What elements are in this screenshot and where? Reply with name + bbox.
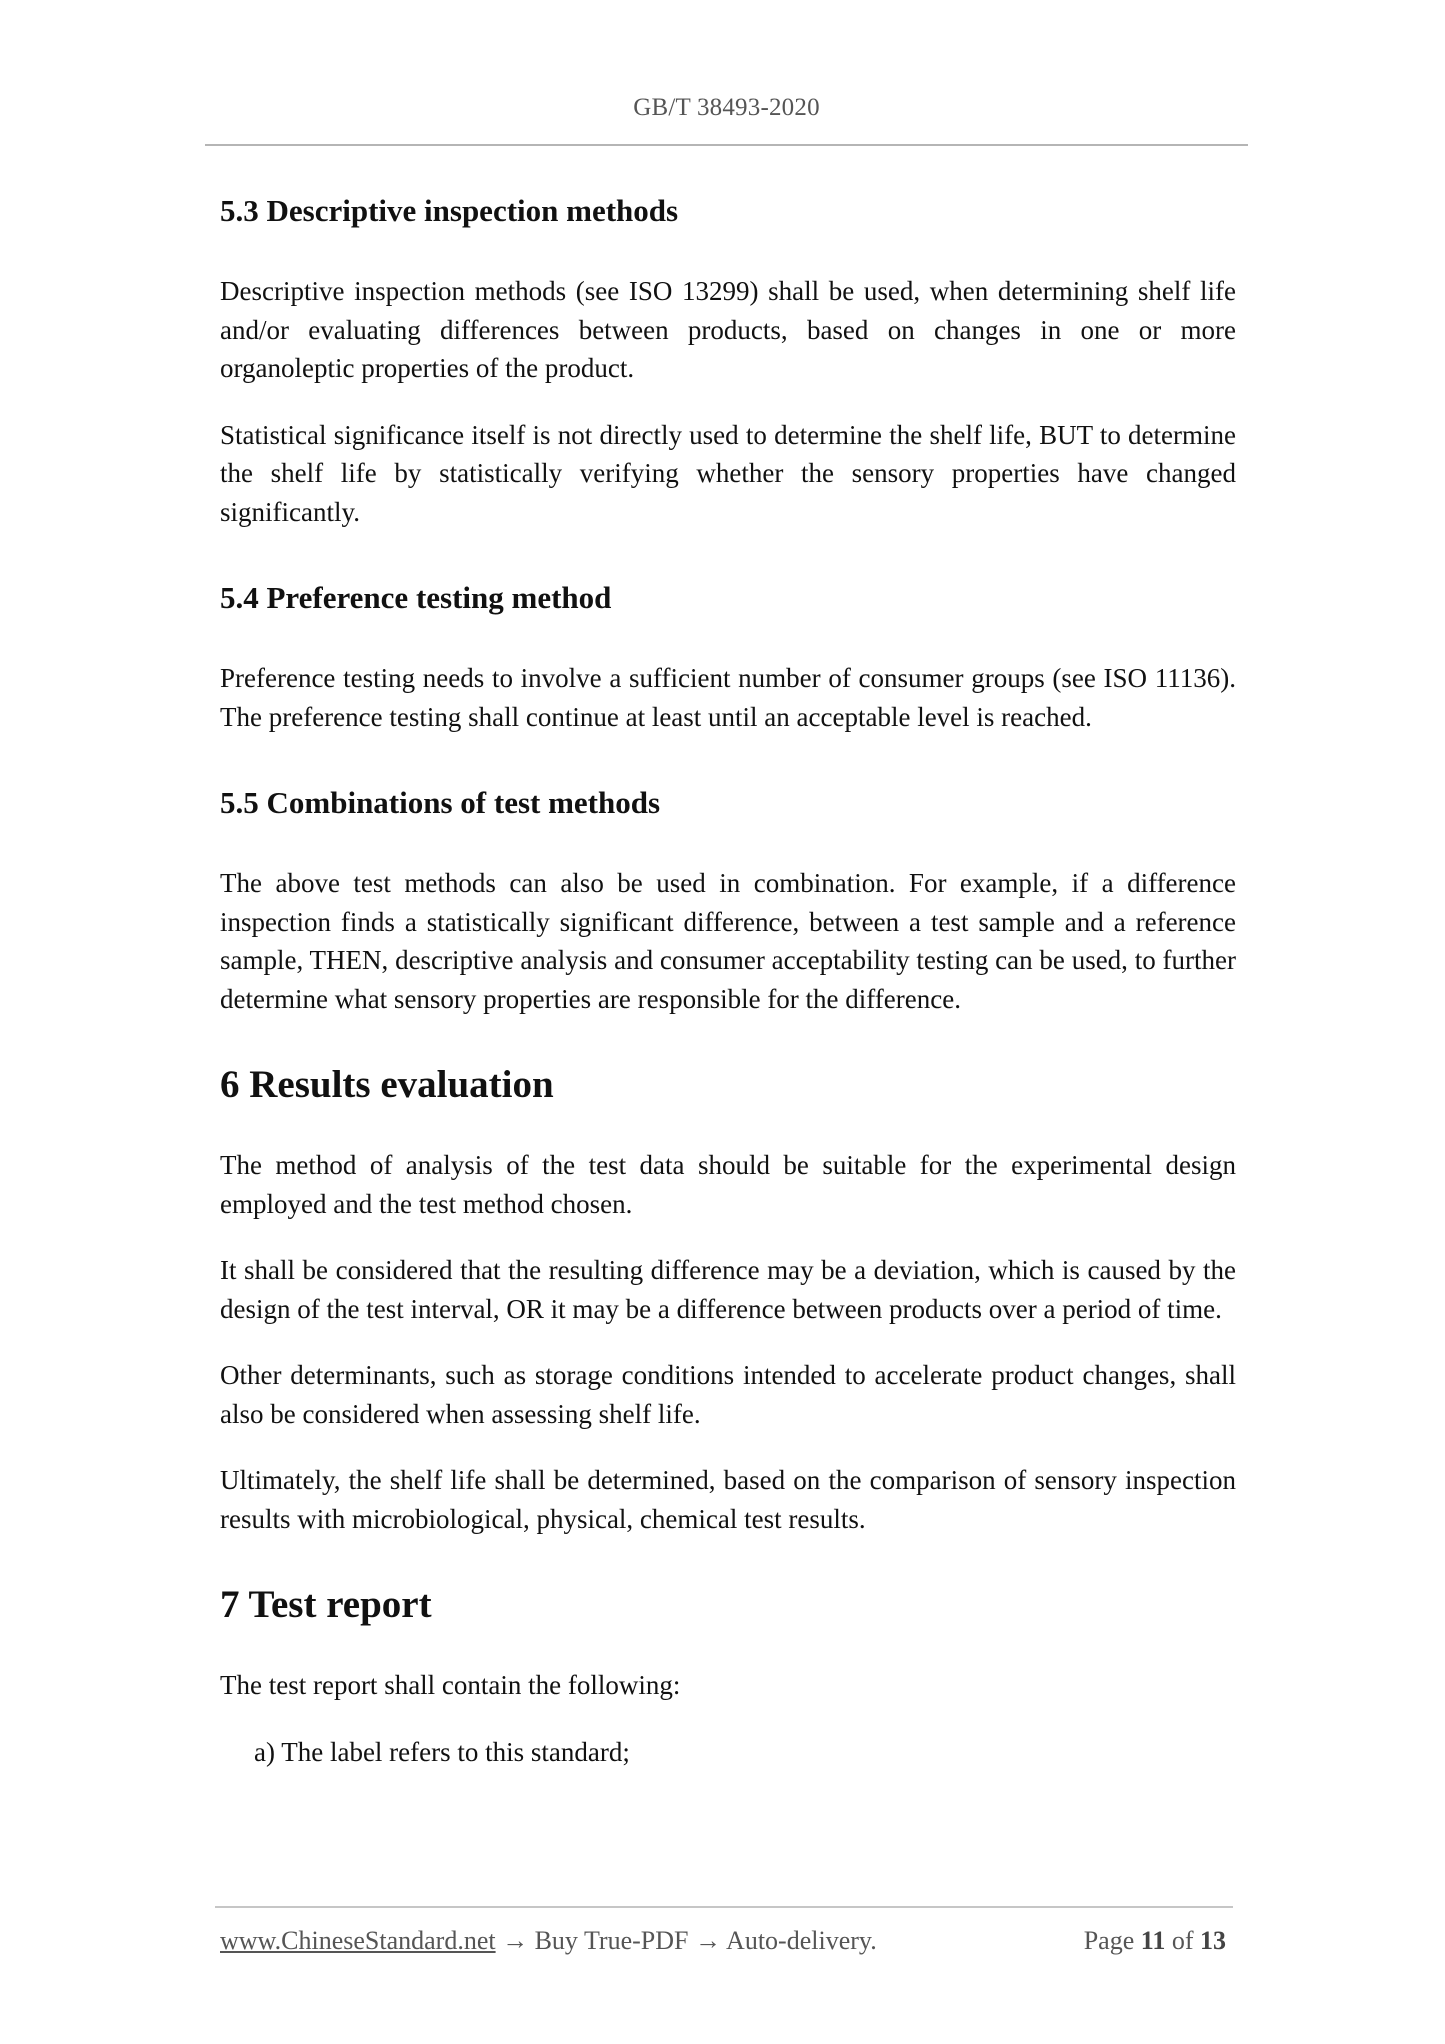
footer-promo-text: → Buy True-PDF → Auto-delivery. [495, 1926, 877, 1955]
current-page-number: 11 [1140, 1926, 1166, 1955]
page-indicator [1084, 1926, 1233, 1956]
section-6-paragraph-1: The method of analysis of the test data should be suitable for the experimental design employed and the test method chosen. [220, 1150, 1236, 1219]
page-footer [215, 1906, 1233, 1956]
website-link[interactable]: www.ChineseStandard.net [220, 1926, 496, 1955]
document-body [220, 192, 1236, 1771]
section-7-paragraph-1: The test report shall contain the following: [220, 1670, 681, 1700]
section-5-5-paragraph-1: The above test methods can also be used in combination. For example, if a difference inspection finds a statistically significant difference, between a test sample and a reference sample, THEN, descriptive analysis and consumer acceptability testing can be used, to further determine what sensory properties are responsible for the difference. [220, 868, 1236, 1014]
section-5-4-paragraph-1: Preference testing needs to involve a sufficient number of consumer groups (see ISO 11136). The preference testing shall continue at least until an acceptable level is reached. [220, 663, 1236, 732]
of-label: of [1171, 1926, 1194, 1955]
section-5-5-heading: 5.5 Combinations of test methods [220, 785, 661, 820]
section-5-3-paragraph-1: Descriptive inspection methods (see ISO 13299) shall be used, when determining shelf life and/or evaluating differences between products, based on changes in one or more organoleptic properties of the product. [220, 276, 1236, 383]
section-6-paragraph-3: Other determinants, such as storage conditions intended to accelerate product changes, shall also be considered when assessing shelf life. [220, 1360, 1236, 1429]
list-item-a: a) The label refers to this standard; [254, 1736, 630, 1767]
section-6-paragraph-4: Ultimately, the shelf life shall be determined, based on the comparison of sensory inspection results with microbiological, physical, chemical test results. [220, 1465, 1236, 1534]
section-7-heading: 7 Test report [220, 1583, 432, 1626]
section-5-4-heading: 5.4 Preference testing method [220, 580, 612, 615]
section-5-3-heading: 5.3 Descriptive inspection methods [220, 193, 679, 228]
document-id: GB/T 38493-2020 [633, 94, 820, 121]
footer-promo [215, 1926, 877, 1956]
section-5-3-paragraph-2: Statistical significance itself is not directly used to determine the shelf life, BUT to determine the shelf life by statistically verifying whether the sensory properties have changed significantly. [220, 419, 1236, 527]
total-pages-number: 13 [1200, 1926, 1226, 1955]
section-6-heading: 6 Results evaluation [220, 1063, 554, 1106]
page-label: Page [1083, 1926, 1135, 1955]
section-6-paragraph-2: It shall be considered that the resulting difference may be a deviation, which is caused by the design of the test interval, OR it may be a difference between products over a period of time. [220, 1255, 1236, 1324]
page-header [205, 90, 1248, 146]
